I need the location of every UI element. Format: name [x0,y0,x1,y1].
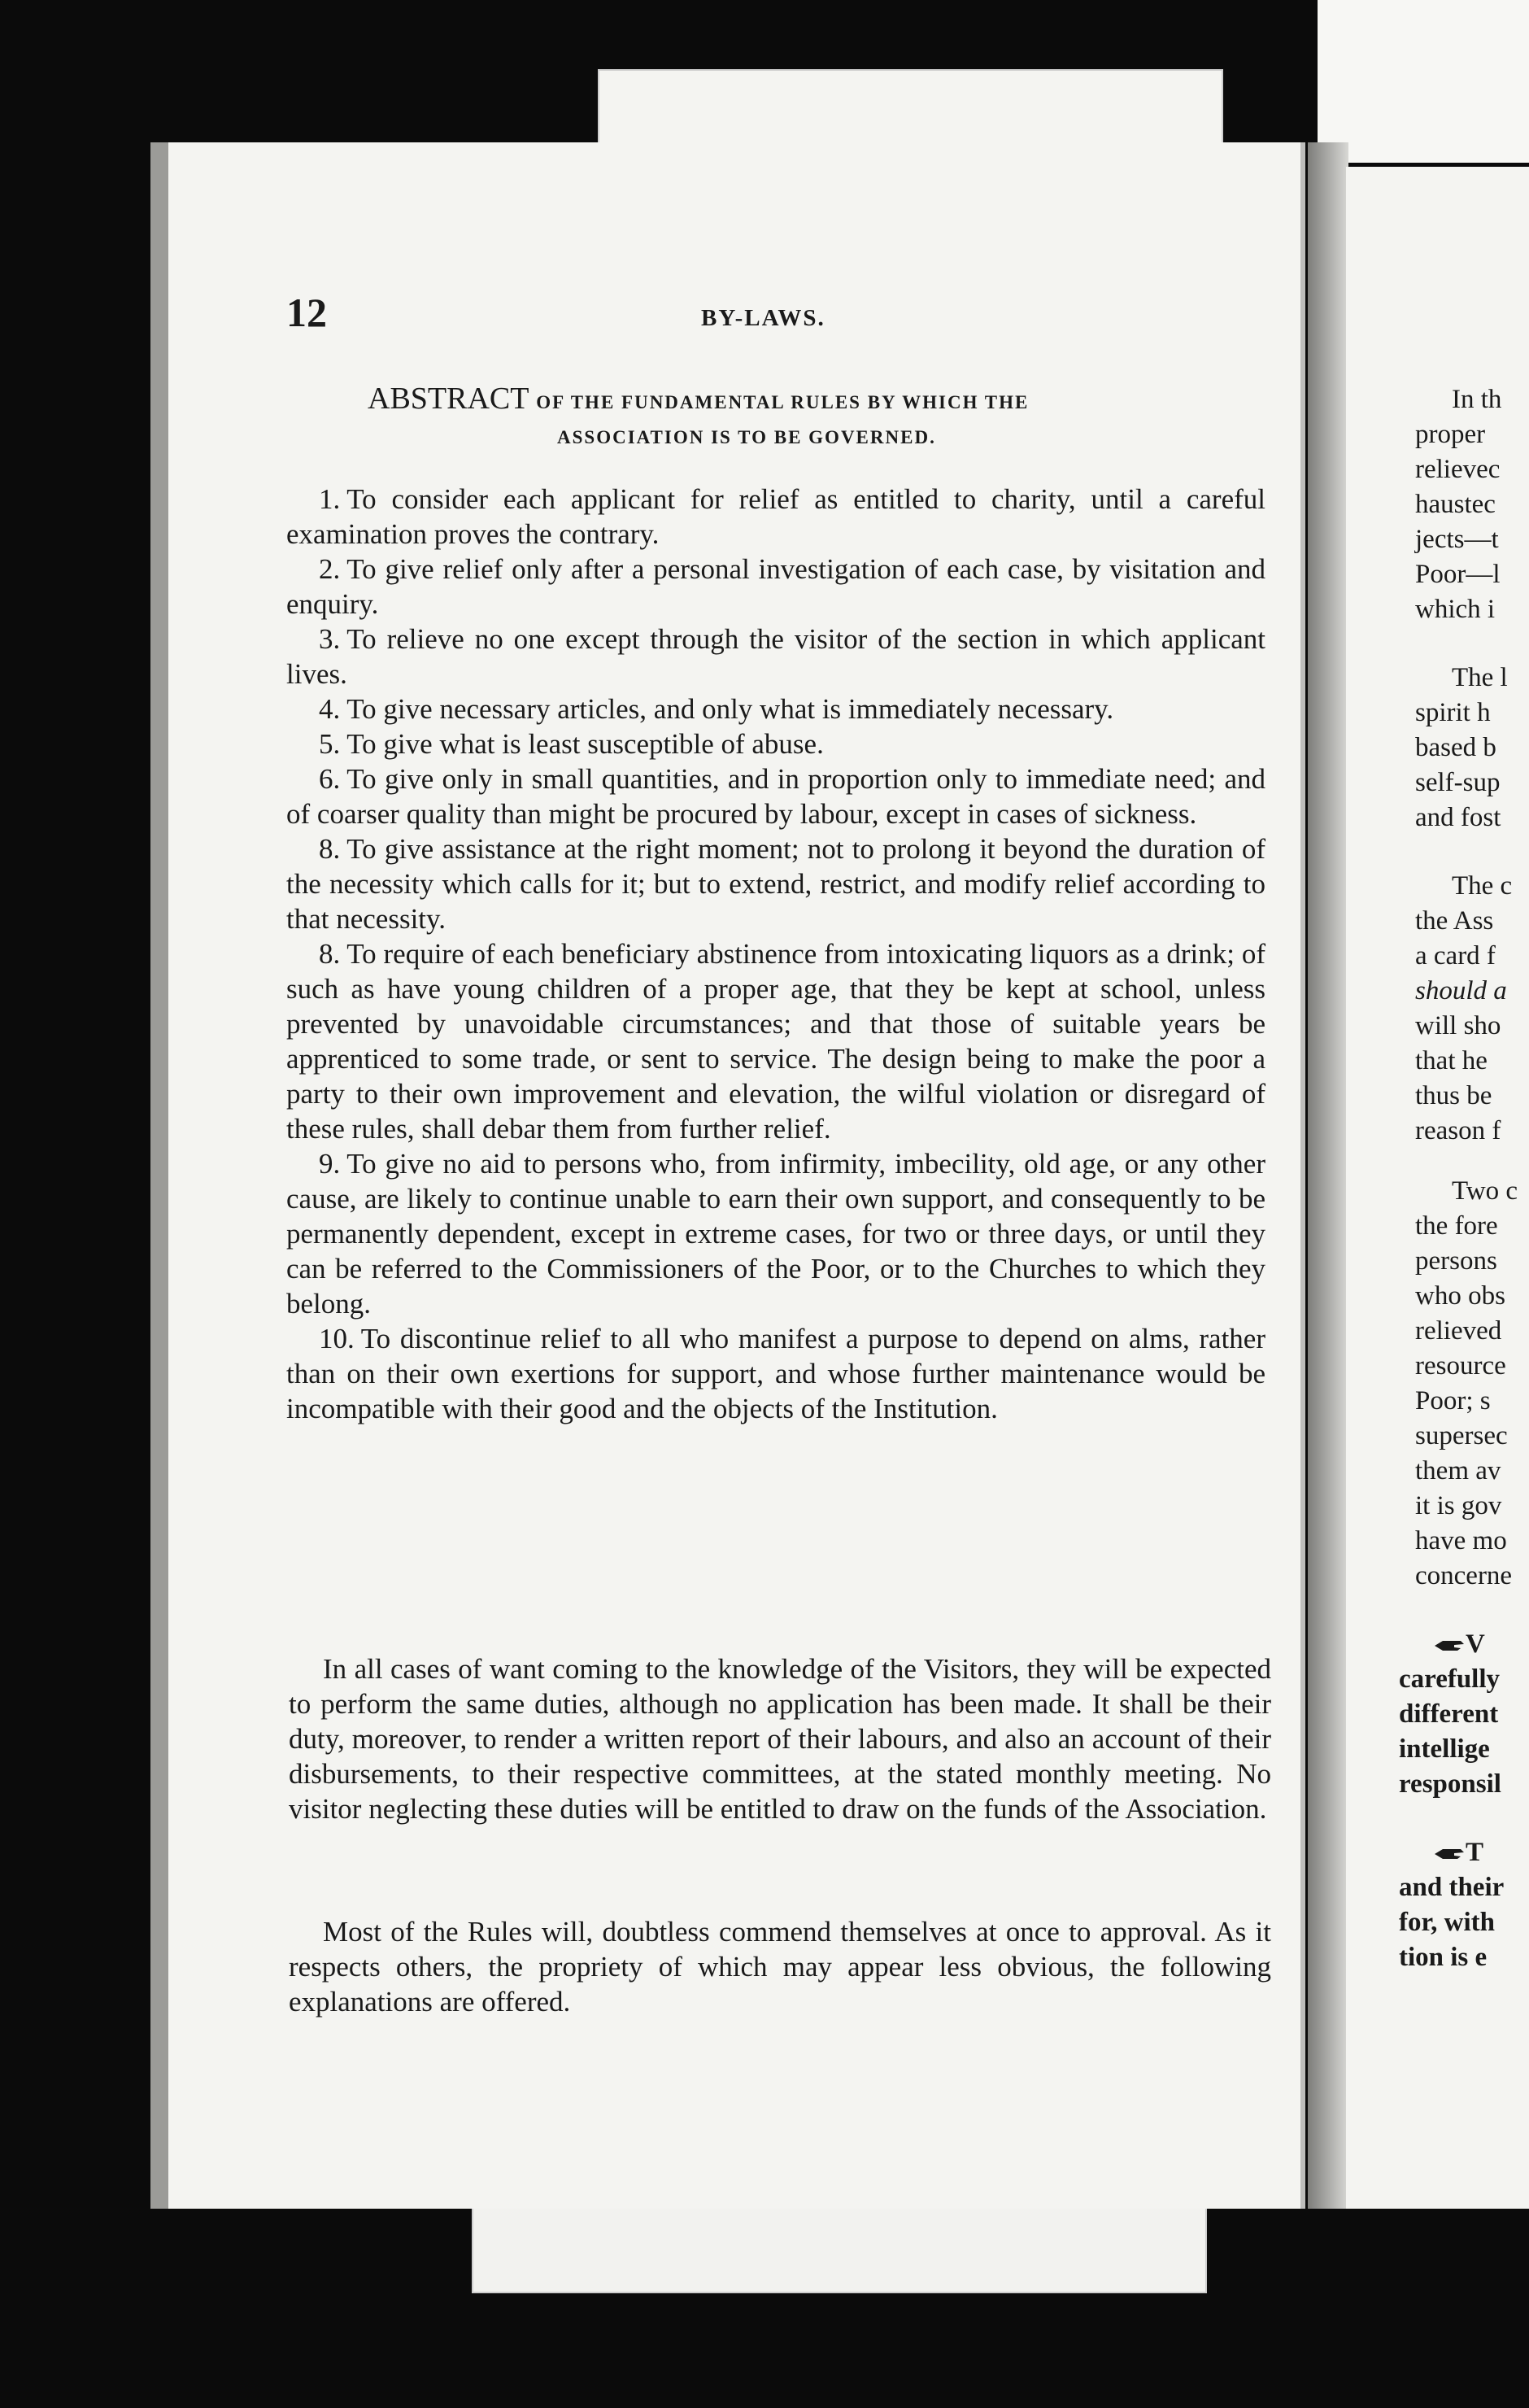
rule-item [286,936,1265,1146]
right-line: tion is e [1399,1943,1488,1972]
rule-item [286,726,1265,761]
rule-item [286,761,1265,831]
right-line: which i [1415,595,1496,624]
rule-text: To give what is least susceptible of abuse. [346,728,824,760]
right-line: different [1399,1699,1499,1729]
rule-item [286,831,1265,936]
rule-number: 8. [319,833,341,865]
rule-number: 3. [319,623,341,655]
rule-text: To require of each beneficiary abstinence from intoxicating liquors as a drink; of such as have young children of a proper age, that they be kept at school, unless prevented by unavoidable circumstances; and that those of suitable years be apprenticed to some trade, or sent to service. The design being to make the poor a party to their own improvement and elevation, the wilful violation or disregard of these rules, shall debar them from further relief. [286,938,1265,1145]
rule-number: 8. [319,938,341,970]
rule-item [286,1146,1265,1321]
right-line: Poor—l [1415,560,1501,589]
paper-strip-bottom [472,2201,1207,2293]
page-number: 12 [286,290,327,335]
right-line: persons [1415,1246,1497,1276]
rule-text: To discontinue relief to all who manifest a purpose to depend on alms, rather than on their own exertions for support, and whose further maintenance would be incompatible with their good and the objects of the Institution. [286,1323,1265,1424]
right-line: will sho [1415,1011,1501,1040]
right-line: relievec [1415,455,1501,484]
background-sheet [1318,0,1529,163]
right-line: the fore [1415,1211,1498,1241]
right-line: relieved [1415,1316,1502,1346]
right-line: Poor; s [1415,1386,1491,1416]
right-line: intellige [1399,1734,1490,1764]
rule-text: To consider each applicant for relief as entitled to charity, until a careful examination proves the contrary. [286,483,1265,550]
right-line: based b [1415,733,1496,762]
right-line: concerne [1415,1561,1513,1590]
title-rest: OF THE FUNDAMENTAL RULES BY WHICH THE [536,392,1030,412]
right-line: and fost [1415,803,1501,832]
rule-text: To give assistance at the right moment; not to prolong it beyond the duration of the necessity which calls for it; but to extend, restrict, and modify relief according to that necessity. [286,833,1265,935]
right-line: carefully [1399,1664,1501,1694]
right-line: spirit h [1415,698,1491,727]
rule-text: To give necessary articles, and only what is immediately necessary. [346,693,1114,725]
right-line: T [1466,1838,1484,1867]
rule-number: 5. [319,728,341,760]
right-line: the Ass [1415,906,1494,936]
right-line: Two c [1452,1176,1518,1206]
right-line: and their [1399,1873,1505,1902]
rule-number: 10. [319,1323,355,1354]
right-line: jects—t [1415,525,1499,554]
rule-number: 6. [319,763,341,795]
right-line: that he [1415,1046,1488,1075]
pointing-hand-icon [1433,1638,1466,1654]
rule-item [286,1321,1265,1426]
section-title-line2: ASSOCIATION IS TO BE GOVERNED. [557,427,936,447]
section-title [368,381,1029,417]
closing-paragraph: Most of the Rules will, doubtless commend themselves at once to approval. As it respects others, the propriety of which may appear less obvious, the following explanations are offered. [289,1916,1271,2018]
rule-item [286,552,1265,622]
rule-item [286,691,1265,726]
rule-item [286,482,1265,552]
rule-text: To give relief only after a personal investigation of each case, by visitation and enquiry. [286,553,1265,620]
right-line: them av [1415,1456,1501,1485]
right-line: for, with [1399,1908,1495,1937]
right-line: responsil [1399,1769,1501,1799]
title-main: ABSTRACT [368,382,529,416]
right-line: V [1466,1629,1485,1659]
running-head: BY-LAWS. [701,305,825,331]
right-line: thus be [1415,1081,1492,1110]
right-line: reason f [1415,1116,1501,1145]
right-line: should a [1415,976,1507,1006]
right-line-with-fist [1433,1835,1483,1869]
rule-number: 1. [319,483,341,515]
visitors-paragraph: In all cases of want coming to the knowledge of the Visitors, they will be expected to perform the same duties, although no application has been made. It shall be their duty, moreover, to render a written report of their labours, and also an account of their disbursements, to their respective committees, at the stated monthly meeting. No visitor neglecting these duties will be entitled to draw on the funds of the Association. [289,1653,1271,1825]
right-line: who obs [1415,1281,1505,1311]
right-line: self-sup [1415,768,1501,797]
rule-item [286,622,1265,691]
right-line: a card f [1415,941,1496,971]
rules-list [286,482,1265,1426]
page-gutter [1308,142,1348,2209]
right-line-with-fist [1433,1627,1485,1661]
rule-number: 2. [319,553,341,585]
right-line: have mo [1415,1526,1507,1555]
pointing-hand-icon [1433,1846,1466,1862]
rule-text: To give no aid to persons who, from infirmity, imbecility, old age, or any other cause, are likely to continue unable to earn their own support, and consequently to be permanently dependent, except in extreme cases, for two or three days, or until they can be referred to the Commissioners of the Poor, or to the Churches to which they belong. [286,1148,1265,1320]
right-line: resource [1415,1351,1506,1381]
rule-number: 9. [319,1148,341,1180]
rule-number: 4. [319,693,341,725]
right-line: it is gov [1415,1491,1502,1520]
rule-text: To relieve no one except through the visitor of the section in which applicant lives. [286,623,1265,690]
right-line: haustec [1415,490,1496,519]
right-line: In th [1452,385,1502,414]
rule-text: To give only in small quantities, and in proportion only to immediate need; and of coarser quality than might be procured by labour, except in cases of sickness. [286,763,1265,830]
right-line: proper [1415,420,1486,449]
right-line: The c [1452,871,1513,901]
right-line: supersec [1415,1421,1508,1450]
right-line: The l [1452,663,1508,692]
